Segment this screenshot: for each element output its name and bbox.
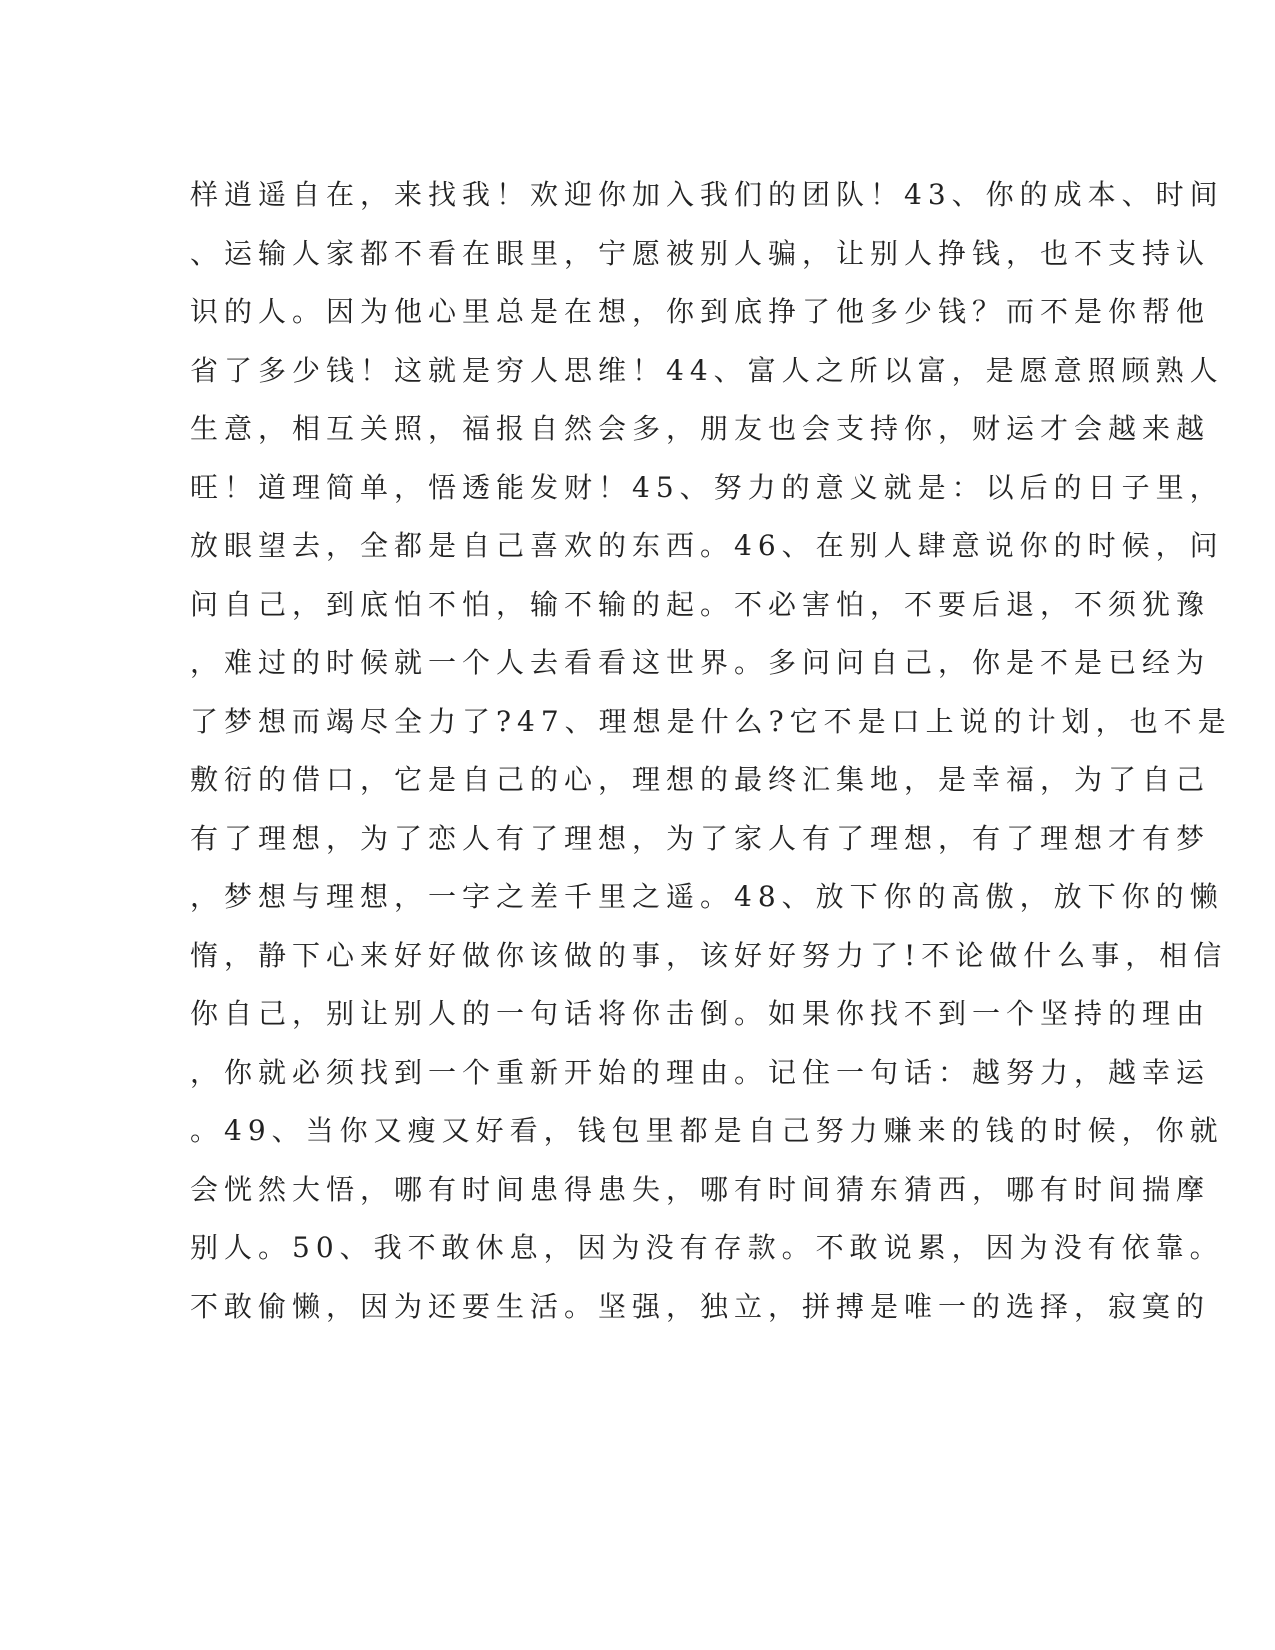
- text-line: 了梦想而竭尽全力了?47、理想是什么?它不是口上说的计划，也不是: [190, 704, 1232, 738]
- text-line: 你自己，别让别人的一句话将你击倒。如果你找不到一个坚持的理由: [190, 997, 1211, 1030]
- text-line: 。49、当你又瘦又好看，钱包里都是自己努力赚来的钱的时候，你就: [190, 1114, 1224, 1147]
- body-text: [190, 166, 1232, 1336]
- text-line: 省了多少钱！这就是穷人思维！44、富人之所以富，是愿意照顾熟人: [190, 353, 1224, 387]
- text-line: 会恍然大悟，哪有时间患得患失，哪有时间猜东猜西，哪有时间揣摩: [190, 1172, 1211, 1206]
- text-line: 生意，相互关照，福报自然会多，朋友也会支持你，财运才会越来越: [190, 412, 1211, 445]
- text-line: ，你就必须找到一个重新开始的理由。记住一句话：越努力，越幸运: [190, 1055, 1211, 1089]
- text-line: ，梦想与理想，一字之差千里之遥。48、放下你的高傲，放下你的懒: [190, 880, 1224, 913]
- text-line: 识的人。因为他心里总是在想，你到底挣了他多少钱？而不是你帮他: [190, 295, 1211, 328]
- text-line: 旺！道理简单，悟透能发财！45、努力的意义就是：以后的日子里，: [190, 470, 1224, 504]
- text-line: 敷衍的借口，它是自己的心，理想的最终汇集地，是幸福，为了自己: [190, 763, 1211, 796]
- text-line: 别人。50、我不敢休息，因为没有存款。不敢说累，因为没有依靠。: [190, 1231, 1224, 1264]
- text-line: 放眼望去，全都是自己喜欢的东西。46、在别人肆意说你的时候，问: [190, 529, 1224, 562]
- text-line: 不敢偷懒，因为还要生活。坚强，独立，拼搏是唯一的选择，寂寞的: [190, 1289, 1211, 1323]
- text-line: 问自己，到底怕不怕，输不输的起。不必害怕，不要后退，不须犹豫: [190, 587, 1211, 621]
- text-line: 、运输人家都不看在眼里，宁愿被别人骗，让别人挣钱，也不支持认: [190, 236, 1211, 270]
- text-line: 惰，静下心来好好做你该做的事，该好好努力了!不论做什么事，相信: [190, 938, 1228, 972]
- text-line: 有了理想，为了恋人有了理想，为了家人有了理想，有了理想才有梦: [190, 821, 1211, 855]
- text-line: 样逍遥自在，来找我！欢迎你加入我们的团队！43、你的成本、时间: [190, 178, 1224, 211]
- text-line: ，难过的时候就一个人去看看这世界。多问问自己，你是不是已经为: [190, 646, 1211, 679]
